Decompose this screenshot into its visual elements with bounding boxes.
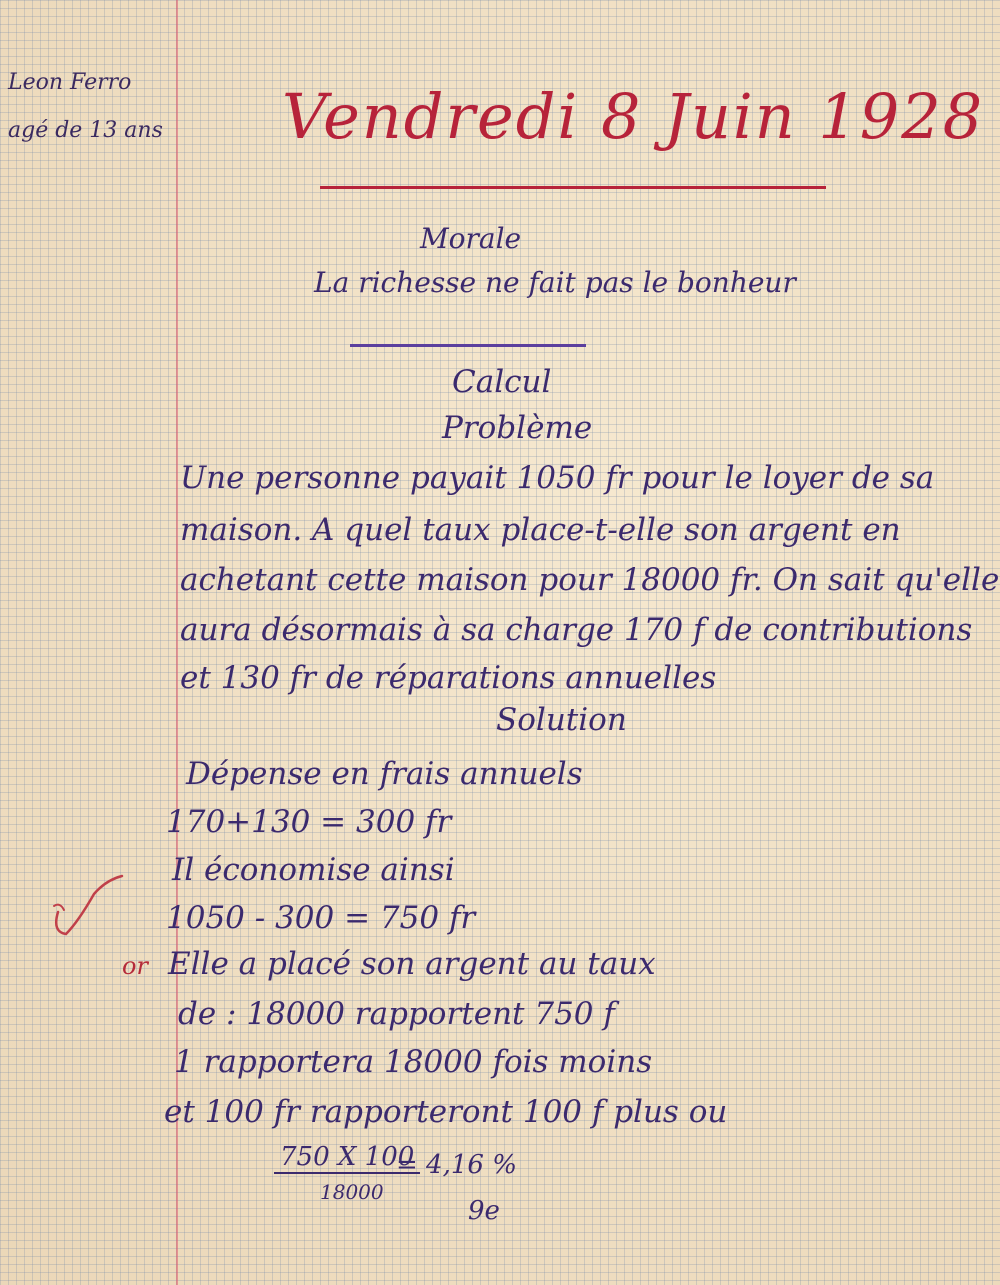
fraction-denominator: 18000 [320,1180,384,1204]
solution-line: 1 rapportera 18000 fois moins [174,1044,653,1080]
teacher-check-mark-icon [48,872,128,942]
solution-line: 1050 - 300 = 750 fr [166,900,476,936]
problem-line: Une personne payait 1050 fr pour le loyer de sa [180,460,935,496]
solution-line: 170+130 = 300 fr [166,804,452,840]
student-name: Leon Ferro [8,70,132,95]
problem-line: achetant cette maison pour 18000 fr. On sait qu'elle [180,562,1000,598]
section-divider [350,344,586,347]
margin-line [176,0,178,1285]
problem-heading: Problème [442,410,593,446]
solution-line: de : 18000 rapportent 750 f [178,996,615,1032]
solution-line: Il économise ainsi [172,852,455,888]
solution-heading: Solution [496,702,627,738]
problem-line: et 130 fr de réparations annuelles [180,660,717,696]
page-title-date: Vendredi 8 Juin 1928 [282,80,985,153]
morale-heading: Morale [420,222,522,255]
fraction-numerator: 750 X 100 [274,1142,420,1174]
morale-sentence: La richesse ne fait pas le bonheur [314,266,796,299]
margin-correction: or [122,952,148,980]
calcul-heading: Calcul [452,364,552,400]
title-underline [320,186,826,189]
problem-line: aura désormais à sa charge 170 f de contributions [180,612,973,648]
student-age: agé de 13 ans [8,118,163,143]
problem-line: maison. A quel taux place-t-elle son argent en [180,512,901,548]
footer-grade: 9e [468,1196,500,1226]
fraction-result: = 4,16 % [396,1150,517,1180]
solution-line: Dépense en frais annuels [186,756,583,792]
solution-line: Elle a placé son argent au taux [168,946,656,982]
solution-line: et 100 fr rapporteront 100 f plus ou [164,1094,728,1130]
